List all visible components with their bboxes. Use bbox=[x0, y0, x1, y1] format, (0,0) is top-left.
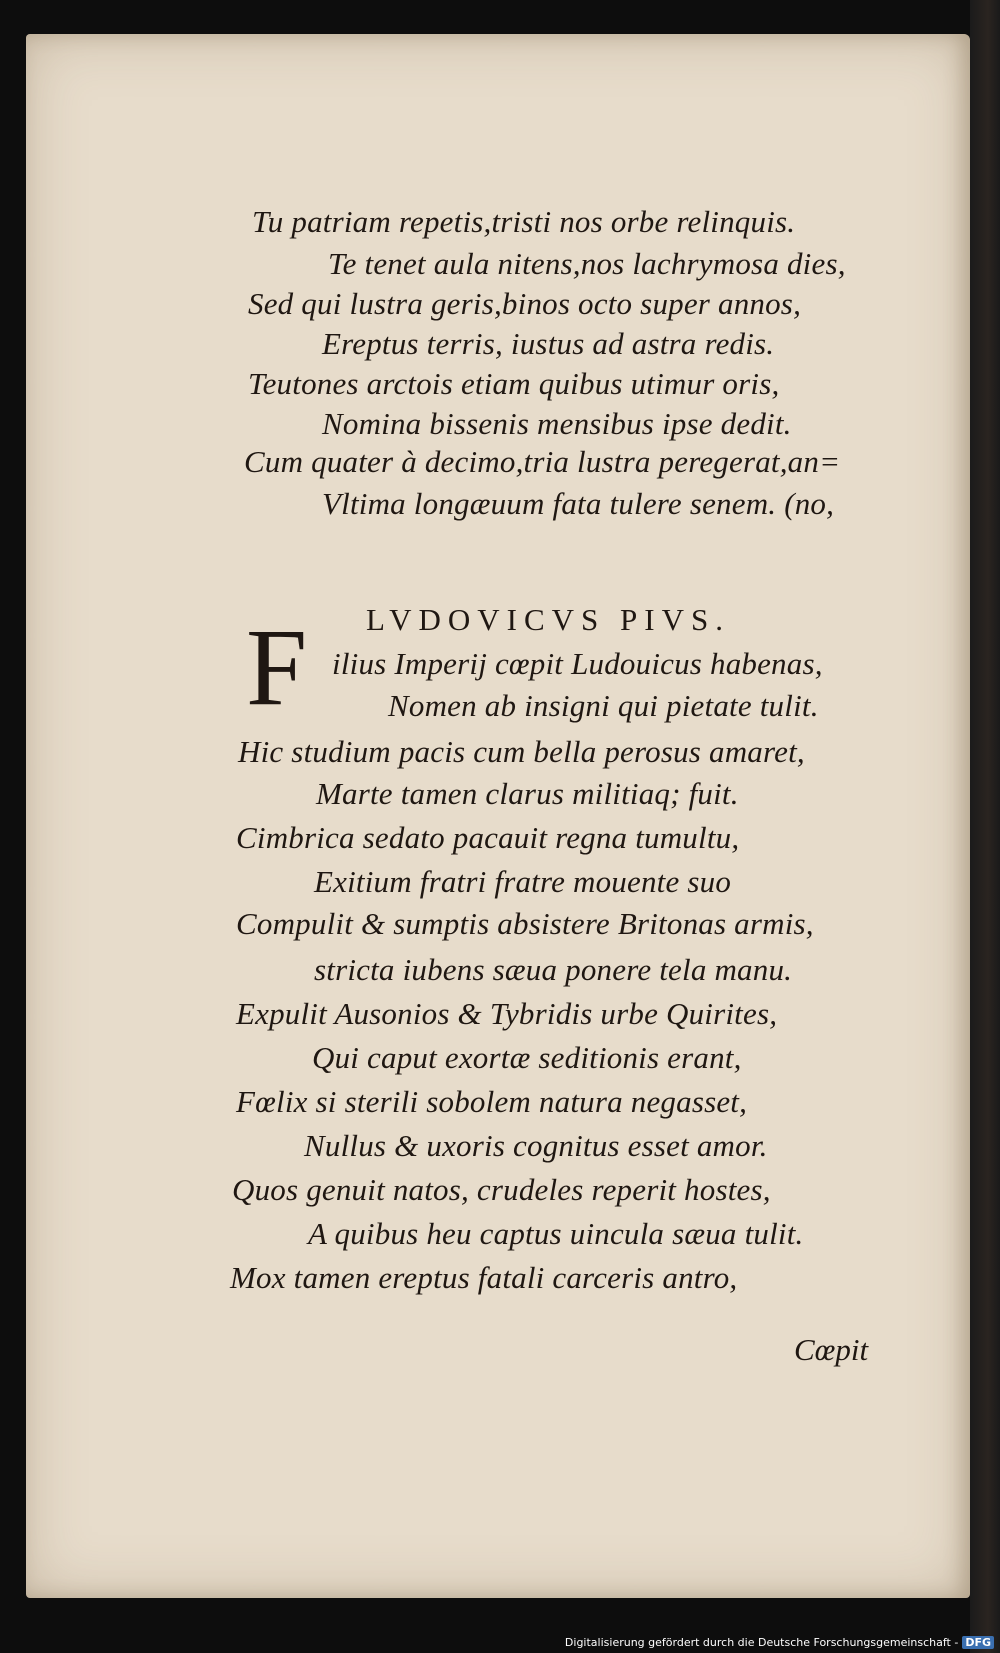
verse-line: Teutones arctois etiam quibus utimur oris, bbox=[248, 366, 780, 401]
verse-line: Cimbrica sedato pacauit regna tumultu, bbox=[236, 820, 740, 855]
verse-line: Vltima longæuum fata tulere senem. (no, bbox=[322, 486, 835, 521]
book-page bbox=[26, 34, 970, 1598]
catchword: Cœpit bbox=[794, 1332, 869, 1367]
verse-line: Ereptus terris, iustus ad astra redis. bbox=[322, 326, 775, 361]
dfg-logo: DFG bbox=[962, 1636, 994, 1649]
verse-line: Tu patriam repetis,tristi nos orbe relinquis. bbox=[252, 204, 796, 239]
section-heading: LVDOVICVS PIVS. bbox=[366, 602, 730, 637]
book-edge bbox=[970, 0, 1000, 1653]
credit-text: Digitalisierung gefördert durch die Deutsche Forschungsgemeinschaft - bbox=[564, 1636, 959, 1649]
verse-line: Compulit & sumptis absistere Britonas armis, bbox=[236, 906, 814, 941]
verse-line: Expulit Ausonios & Tybridis urbe Quirites, bbox=[236, 996, 778, 1031]
verse-line: Fœlix si sterili sobolem natura negasset, bbox=[236, 1084, 748, 1119]
digitization-credit bbox=[565, 1636, 994, 1649]
verse-line: Qui caput exortæ seditionis erant, bbox=[312, 1040, 742, 1075]
verse-line: Cum quater à decimo,tria lustra peregerat,an= bbox=[244, 444, 841, 479]
verse-line: Exitium fratri fratre mouente suo bbox=[314, 864, 732, 899]
drop-cap: F bbox=[246, 606, 308, 728]
verse-line: Sed qui lustra geris,binos octo super annos, bbox=[248, 286, 802, 321]
verse-line: A quibus heu captus uincula sæua tulit. bbox=[308, 1216, 804, 1251]
verse-line: Mox tamen ereptus fatali carceris antro, bbox=[230, 1260, 738, 1295]
verse-line: ilius Imperij cœpit Ludouicus habenas, bbox=[332, 646, 823, 681]
verse-line: stricta iubens sæua ponere tela manu. bbox=[314, 952, 793, 987]
verse-line: Te tenet aula nitens,nos lachrymosa dies, bbox=[328, 246, 846, 281]
verse-line: Nomina bissenis mensibus ipse dedit. bbox=[322, 406, 792, 441]
page-text bbox=[26, 34, 970, 1598]
verse-line: Quos genuit natos, crudeles reperit hostes, bbox=[232, 1172, 771, 1207]
verse-line: Nomen ab insigni qui pietate tulit. bbox=[388, 688, 819, 723]
verse-line: Marte tamen clarus militiaq; fuit. bbox=[316, 776, 739, 811]
verse-line: Nullus & uxoris cognitus esset amor. bbox=[304, 1128, 768, 1163]
verse-line: Hic studium pacis cum bella perosus amaret, bbox=[238, 734, 805, 769]
